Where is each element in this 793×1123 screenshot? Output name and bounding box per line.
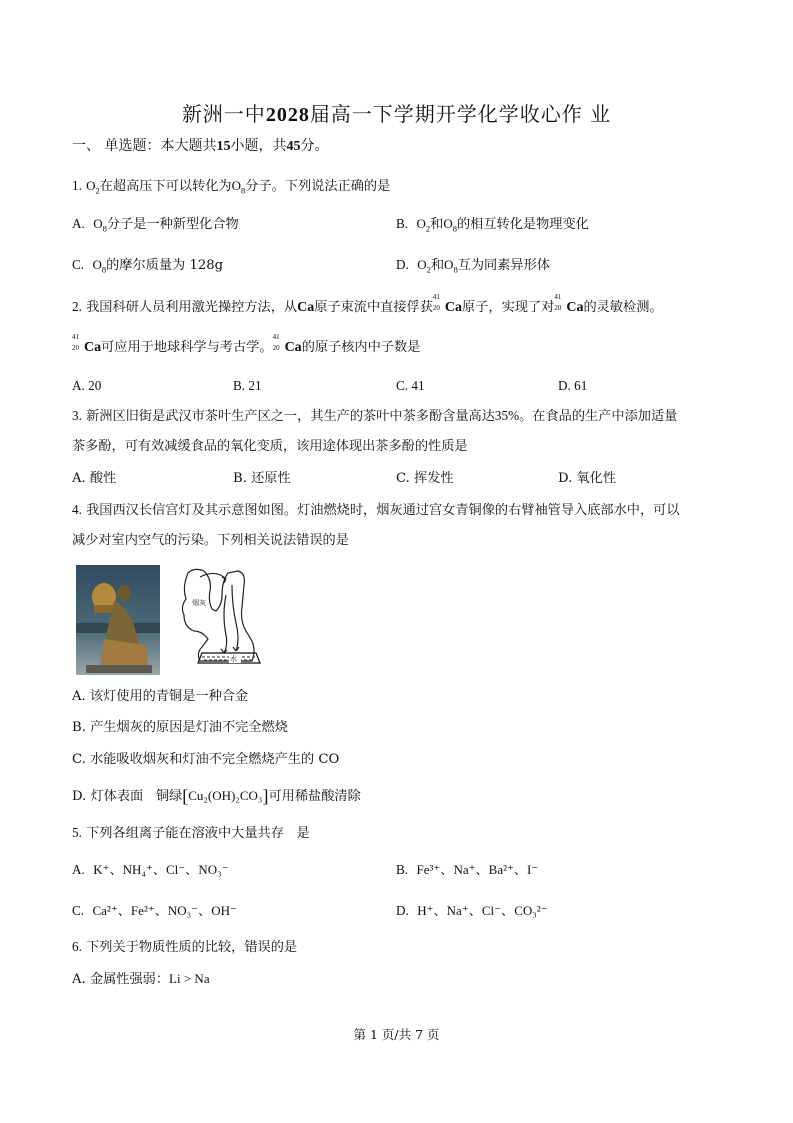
q3-text: 新洲区旧街是武汉市茶叶生产区之一，其生产的茶叶中茶多酚含量高达 [86, 409, 495, 424]
question-3-line-2: 茶多酚，可有效减缓食品的氧化变质，该用途体现出茶多酚的性质是 [72, 439, 468, 454]
q1-text: 在超高压下可以转化为 [99, 179, 232, 194]
q2-option-a[interactable]: A. 20 [72, 378, 102, 393]
section-text: 一、 单选题：本大题共 [72, 138, 217, 154]
q5-text: 下列各组离子能在溶液中大量共存 [86, 826, 284, 841]
question-number: 2. [72, 299, 82, 314]
q4-option-d[interactable]: D. 灯体表面 铜绿[Cu₂(OH)₂CO₃]可用稀盐酸清除 [72, 786, 361, 806]
q6-option-a[interactable] [72, 969, 210, 990]
q2-text: 我国科研人员利用激光操控方法，从 [86, 300, 298, 315]
q2-option-d[interactable]: D. 61 [558, 378, 588, 393]
q3-option-b[interactable]: B. 还原性 [233, 471, 291, 486]
question-5 [72, 823, 310, 844]
q1-option-d[interactable]: D. $O_2$和$O_8$互为同素异形体 [396, 257, 550, 275]
formula-o8: $O_8$ [231, 178, 246, 196]
q4-option-a[interactable]: A. 该灯使用的青铜是一种合金 [72, 689, 249, 704]
q5-text-2: 是 [296, 826, 310, 841]
question-4 [72, 500, 680, 521]
section-text-mid: 小题，共 [230, 138, 287, 154]
lamp-photo-and-diagram [76, 565, 271, 677]
question-4-line-2: 减少对室内空气的污染。下列相关说法错误的是 [72, 533, 349, 548]
q1-option-a[interactable]: A. $O_8$分子是一种新型化合物 [72, 216, 239, 234]
page-title [0, 98, 793, 127]
fig-label-water: 水 [230, 655, 237, 663]
formula-o2: $O_2$ [86, 178, 100, 196]
q4-d-text-2: 铜绿 [155, 789, 183, 804]
q3-option-d[interactable]: D. 氧化性 [558, 471, 617, 486]
isotope-ca41: 41 20 Ca [272, 333, 302, 355]
question-2 [72, 293, 663, 318]
question-number: 1. [72, 178, 82, 193]
title-rest: 届高一下学期开学化学收心作 业 [309, 102, 612, 126]
q2-text-4: 的灵敏检测。 [583, 300, 663, 315]
q6-text: 下列关于物质性质的比较，错误的是 [86, 940, 298, 955]
q4-option-b[interactable]: B. 产生烟灰的原因是灯油不完全燃烧 [72, 720, 288, 735]
isotope-ca41: 41 20 Ca [72, 333, 102, 355]
formula-malachite: Cu₂(OH)₂CO₃ [188, 788, 263, 803]
title-year: 2028 [265, 104, 310, 126]
q3-text-2: 。在食品的生产中添加适量 [519, 409, 678, 424]
question-number: 3. [72, 408, 82, 423]
q1-text-end: 分子。下列说法正确的是 [245, 179, 391, 194]
section-heading [72, 136, 328, 157]
question-2-line-2 [72, 333, 421, 358]
q4-option-c[interactable]: C. 水能吸收烟灰和灯油不完全燃烧产生的 CO [72, 752, 340, 767]
q6-a-expression: Li > Na [169, 971, 210, 986]
page-footer: 第 1 页/共 7 页 [353, 1027, 440, 1042]
q5-option-a[interactable]: A. K⁺、NH₄⁺、Cl⁻、NO₃⁻ [72, 862, 229, 878]
q2-text-2: 原子束流中直接俘获 [314, 300, 433, 315]
q3-option-a[interactable]: A. 酸性 [72, 471, 117, 486]
q1-option-b[interactable]: B. $O_2$和$O_8$的相互转化是物理变化 [396, 216, 589, 234]
q2-text-3: 原子，实现了对 [462, 300, 555, 315]
question-3 [72, 406, 677, 427]
question-1 [72, 176, 390, 197]
q2-text-6: 的原子核内中子数是 [301, 340, 421, 355]
question-6 [72, 937, 297, 958]
q5-option-c[interactable]: C. Ca²⁺、Fe²⁺、NO₃⁻、OH⁻ [72, 903, 237, 919]
fig-label-smoke: 烟灰 [192, 599, 206, 607]
q2-text-5: 可应用于地球科学与考古学。 [101, 340, 273, 355]
section-text-end: 分。 [300, 138, 329, 154]
q4-text: 我国西汉长信宫灯及其示意图如图。灯油燃烧时，烟灰通过宫女青铜像的右臂袖管导入底部水中，可以 [86, 503, 680, 518]
section-count: 15 [216, 139, 231, 154]
title-school: 新洲一中 [181, 102, 266, 126]
question-number: 4. [72, 502, 82, 517]
element-ca: Ca [297, 300, 315, 315]
q6-a-text: A. 金属性强弱： [72, 972, 170, 987]
q4-figures [76, 565, 271, 681]
lamp-photo [76, 565, 160, 675]
lamp-diagram [182, 569, 260, 663]
question-number: 5. [72, 825, 82, 840]
q1-option-c[interactable]: C. $O_8$的摩尔质量为 128g [72, 257, 224, 275]
q4-d-text-3: 可用稀盐酸清除 [268, 789, 361, 804]
q5-option-d[interactable]: D. H⁺、Na⁺、Cl⁻、CO₃²⁻ [396, 903, 548, 919]
q3-percentage: 35% [494, 408, 520, 423]
question-number: 6. [72, 939, 82, 954]
isotope-ca41: 41 20 Ca [554, 293, 584, 315]
q4-d-text: D. 灯体表面 [72, 789, 144, 804]
q2-option-b[interactable]: B. 21 [233, 378, 262, 393]
isotope-ca41: 41 20 Ca [432, 293, 463, 315]
q2-option-c[interactable]: C. 41 [396, 378, 425, 393]
q3-option-c[interactable]: C. 挥发性 [396, 471, 454, 486]
q5-option-b[interactable]: B. Fe³⁺、Na⁺、Ba²⁺、I⁻ [396, 862, 539, 878]
section-score: 45 [286, 139, 301, 154]
